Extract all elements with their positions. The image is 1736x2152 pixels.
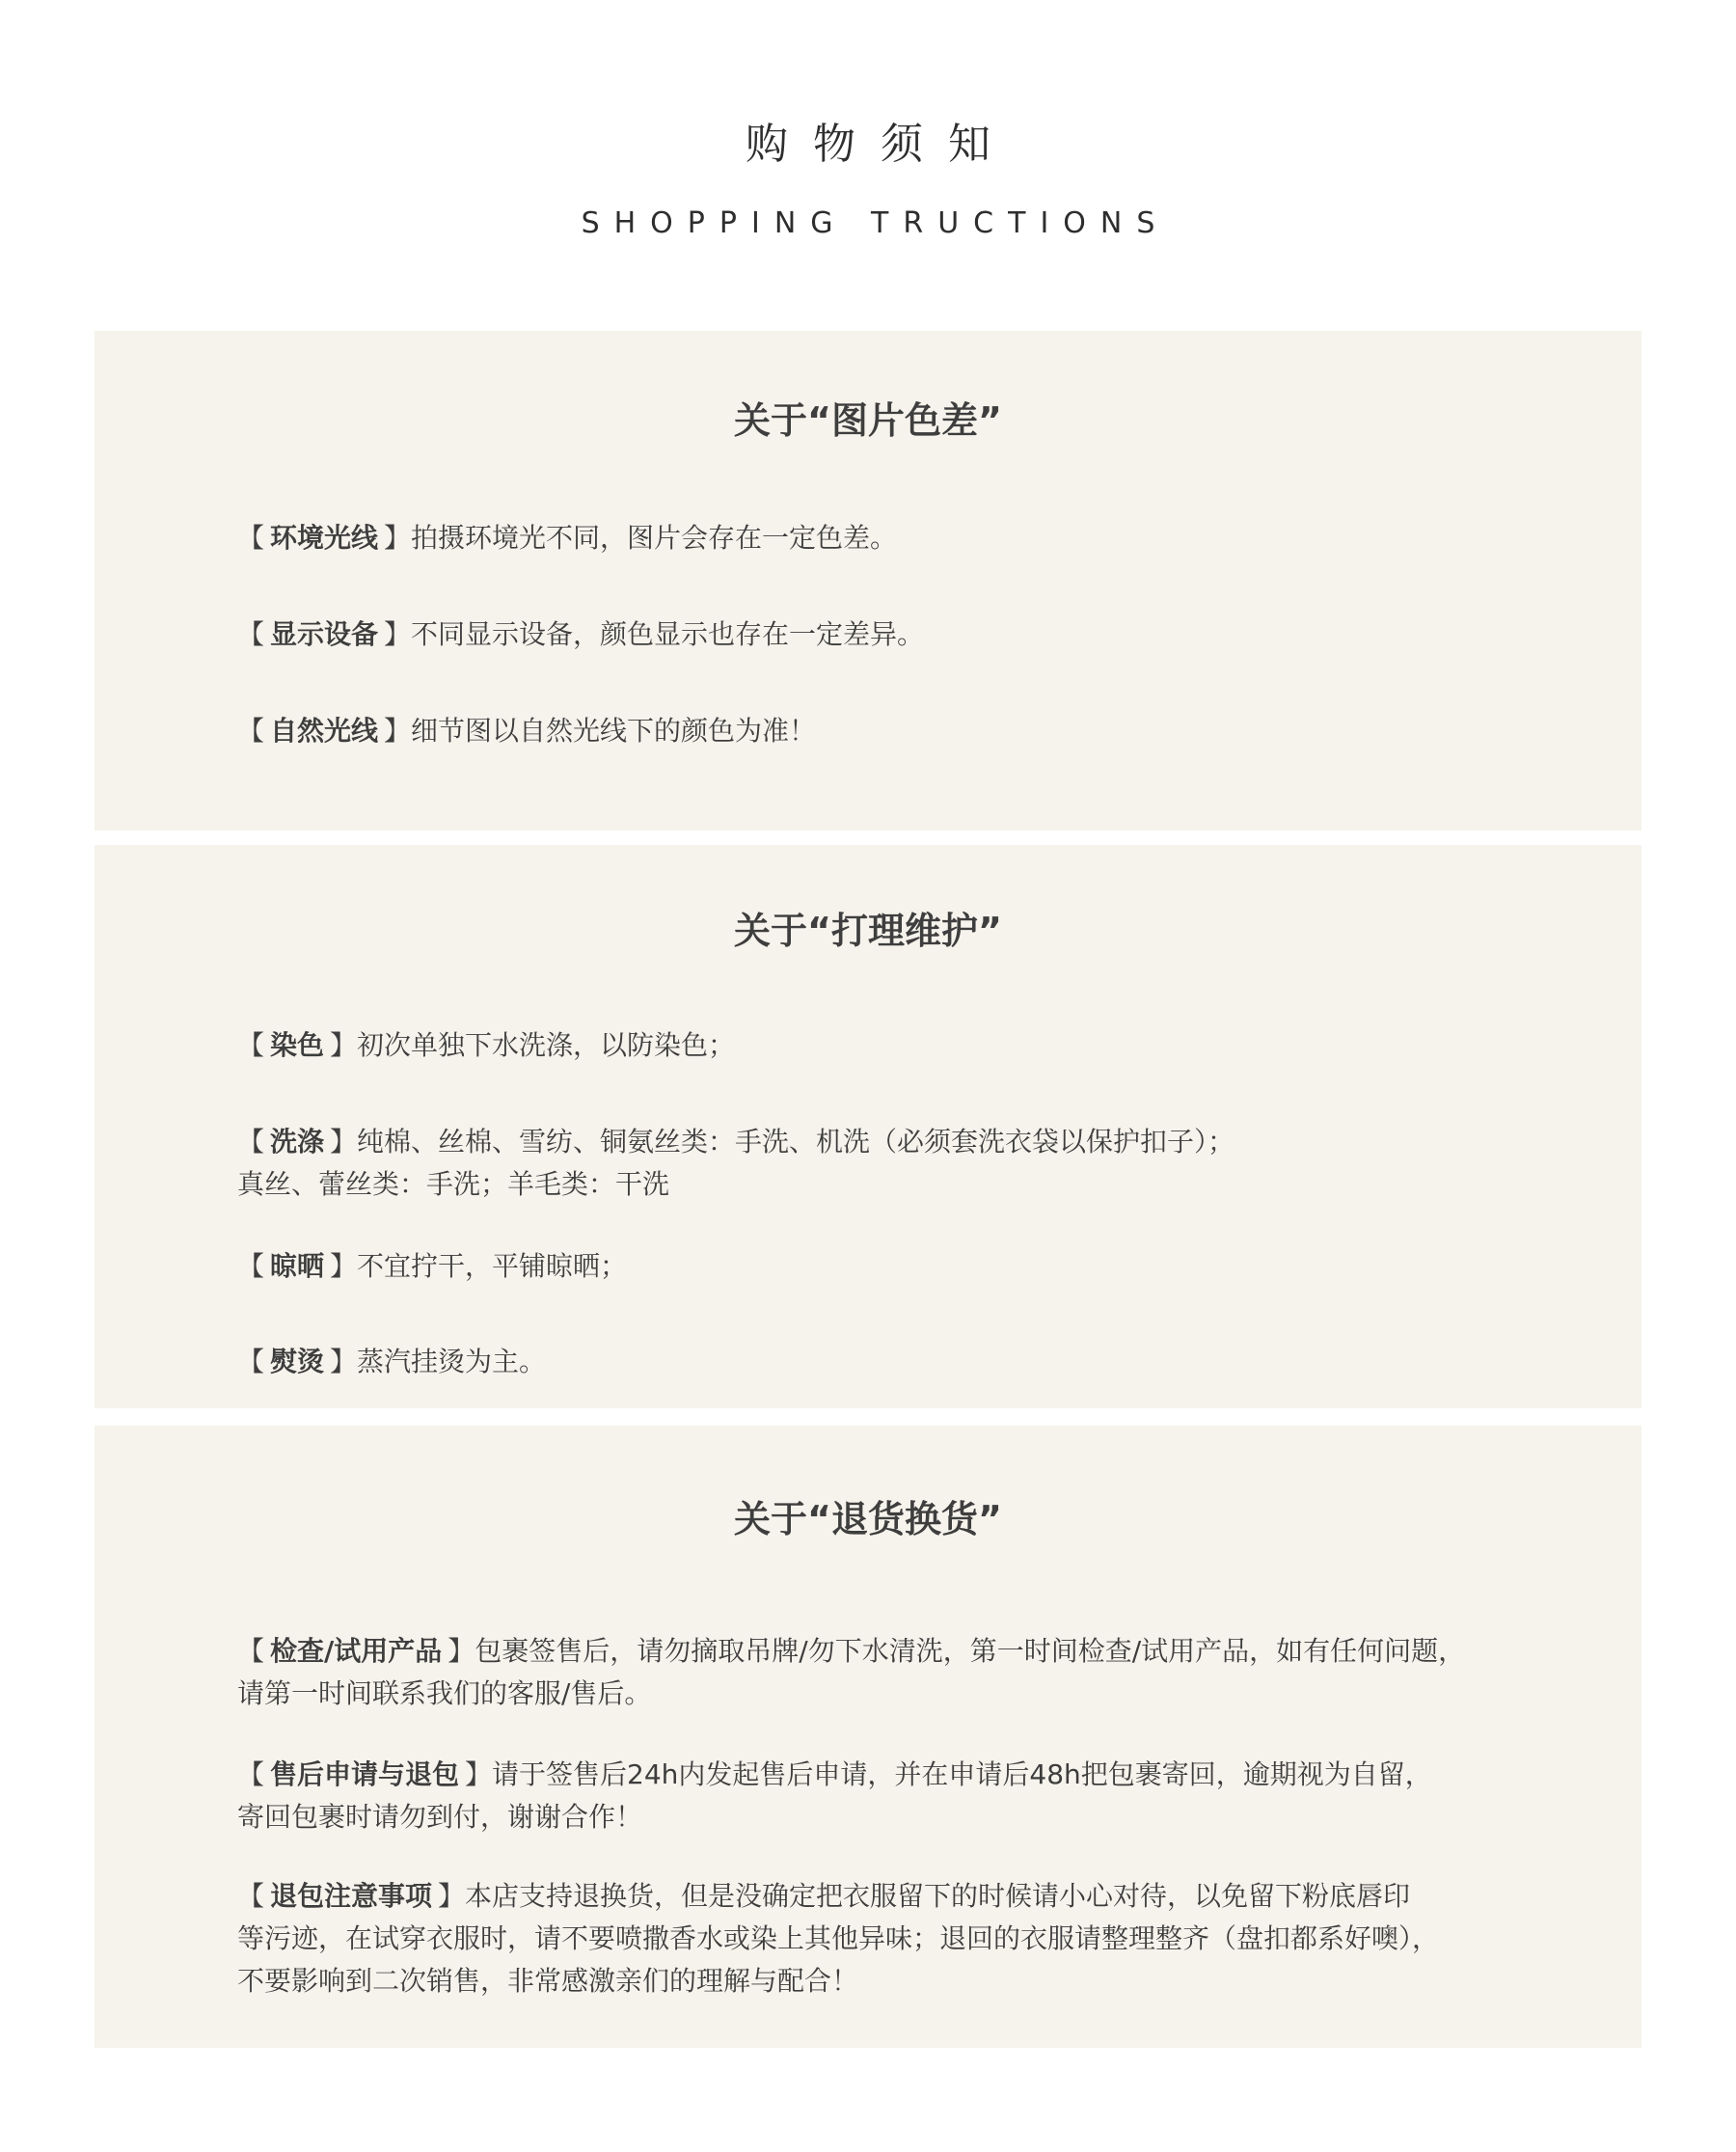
section-title: 关于“图片色差” (734, 399, 1002, 442)
list-item (237, 1630, 1607, 1715)
list-item (237, 1875, 1607, 2002)
item-text: 纯棉、丝棉、雪纺、铜氨丝类：手洗、机洗（必须套洗衣袋以保护扣子）； (357, 1126, 1235, 1158)
bracket-right: 】 (438, 1880, 466, 1912)
bracket-left: 【 (237, 618, 265, 650)
bracket-left: 【 (237, 1126, 265, 1158)
bracket-left: 【 (237, 1880, 265, 1912)
item-text: 蒸汽挂烫为主。 (357, 1346, 547, 1377)
bracket-right: 】 (330, 1029, 358, 1061)
bracket-left: 【 (237, 1250, 265, 1282)
section-returns (95, 1426, 1641, 2048)
list-item (237, 1245, 1607, 1288)
item-heading: 检查/试用产品 (270, 1635, 443, 1667)
bracket-right: 】 (330, 1346, 358, 1377)
list-item (237, 1024, 1607, 1067)
page-subtitle: SHOPPING TRUCTIONS (581, 206, 1170, 240)
list-item (237, 1121, 1607, 1206)
list-item (237, 517, 1607, 559)
item-text: 不宜拧干，平铺晾晒； (357, 1250, 628, 1282)
section-title: 关于“退货换货” (734, 1498, 1002, 1540)
list-item (237, 710, 1607, 752)
item-text: 拍摄环境光不同，图片会存在一定色差。 (411, 522, 898, 554)
item-text: 包裹签售后，请勿摘取吊牌/勿下水清洗，第一时间检查/试用产品，如有任何问题， (475, 1635, 1466, 1667)
item-heading: 显示设备 (270, 618, 379, 650)
section-color-difference (95, 331, 1641, 831)
item-text-line2: 等污迹，在试穿衣服时，请不要喷撒香水或染上其他异味；退回的衣服请整理整齐（盘扣都系好噢）， (237, 1922, 1440, 1954)
item-text-line3: 不要影响到二次销售，非常感激亲们的理解与配合！ (237, 1965, 859, 1997)
bracket-left: 【 (237, 715, 265, 747)
bracket-right: 】 (330, 1250, 358, 1282)
bracket-right: 】 (384, 618, 412, 650)
item-heading: 洗涤 (270, 1126, 325, 1158)
item-text: 细节图以自然光线下的颜色为准！ (411, 715, 817, 747)
item-heading: 熨烫 (270, 1346, 325, 1377)
item-heading: 售后申请与退包 (270, 1758, 460, 1790)
bracket-right: 】 (384, 522, 412, 554)
list-item (237, 1754, 1607, 1839)
bracket-right: 】 (448, 1635, 475, 1667)
item-heading: 环境光线 (270, 522, 379, 554)
list-item (237, 1341, 1607, 1383)
item-text-line2: 请第一时间联系我们的客服/售后。 (237, 1677, 652, 1709)
item-text: 本店支持退换货，但是没确定把衣服留下的时候请小心对待，以免留下粉底唇印 (465, 1880, 1411, 1912)
item-text-line2: 寄回包裹时请勿到付，谢谢合作！ (237, 1801, 643, 1833)
item-heading: 染色 (270, 1029, 325, 1061)
item-text: 初次单独下水洗涤，以防染色； (357, 1029, 736, 1061)
item-heading: 退包注意事项 (270, 1880, 433, 1912)
item-heading: 晾晒 (270, 1250, 325, 1282)
bracket-right: 】 (465, 1758, 493, 1790)
item-text: 不同显示设备，颜色显示也存在一定差异。 (411, 618, 925, 650)
bracket-left: 【 (237, 1758, 265, 1790)
item-text: 请于签售后24h内发起售后申请，并在申请后48h把包裹寄回，逾期视为自留， (492, 1758, 1432, 1790)
bracket-left: 【 (237, 1635, 265, 1667)
bracket-right: 】 (384, 715, 412, 747)
list-item (237, 613, 1607, 656)
bracket-left: 【 (237, 522, 265, 554)
bracket-left: 【 (237, 1346, 265, 1377)
bracket-right: 】 (330, 1126, 358, 1158)
item-text-line2: 真丝、蕾丝类：手洗；羊毛类：干洗 (237, 1168, 670, 1200)
page-title: 购物须知 (746, 120, 1016, 169)
item-heading: 自然光线 (270, 715, 379, 747)
section-title: 关于“打理维护” (734, 910, 1002, 952)
bracket-left: 【 (237, 1029, 265, 1061)
section-care (95, 845, 1641, 1408)
